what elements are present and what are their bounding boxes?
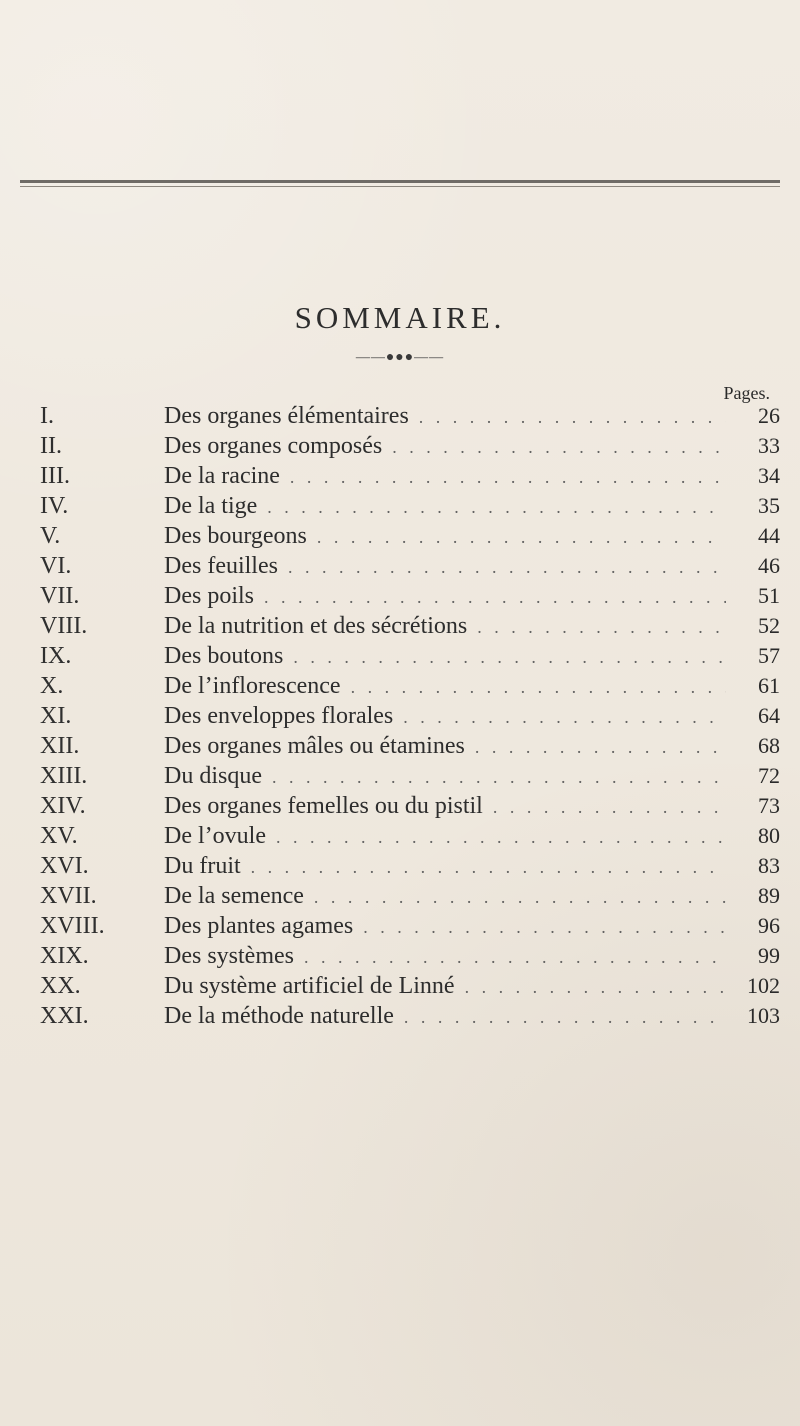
dot-leader — [304, 947, 726, 968]
page-number: 52 — [758, 613, 780, 638]
chapter-title: Du disque — [164, 763, 262, 789]
page-number: 35 — [758, 493, 780, 518]
toc-entry-10 — [40, 673, 780, 703]
chapter-title: Des poils — [164, 583, 254, 609]
pages-heading: Pages. — [723, 383, 770, 403]
toc-entry-4 — [40, 493, 780, 523]
dot-leader — [251, 857, 726, 878]
chapter-numeral: II. — [40, 433, 62, 459]
dot-leader — [288, 557, 726, 578]
chapter-numeral: XI. — [40, 703, 72, 729]
toc-entry-5 — [40, 523, 780, 553]
dot-leader — [272, 767, 726, 788]
page-number: 102 — [747, 973, 780, 998]
dot-leader — [475, 737, 726, 758]
toc-entry-13 — [40, 763, 780, 793]
chapter-title: Des organes élémentaires — [164, 403, 409, 429]
chapter-title: Des boutons — [164, 643, 284, 669]
page-number: 68 — [758, 733, 780, 758]
chapter-numeral: VII. — [40, 583, 80, 609]
chapter-title: Des feuilles — [164, 553, 278, 579]
chapter-title: Du système artificiel de Linné — [164, 973, 455, 999]
chapter-title: Des bourgeons — [164, 523, 307, 549]
dot-leader — [403, 707, 726, 728]
toc-entry-15 — [40, 823, 780, 853]
toc-entry-3 — [40, 463, 780, 493]
chapter-title: De la racine — [164, 463, 280, 489]
toc-entry-14 — [40, 793, 780, 823]
chapter-numeral: XIX. — [40, 943, 89, 969]
table-of-contents — [40, 403, 780, 1033]
chapter-title: Des organes femelles ou du pistil — [164, 793, 483, 819]
page-number: 51 — [758, 583, 780, 608]
toc-entry-17 — [40, 883, 780, 913]
dot-leader — [465, 977, 726, 998]
chapter-title: De la semence — [164, 883, 304, 909]
chapter-title: De la nutrition et des sécrétions — [164, 613, 468, 639]
toc-entry-9 — [40, 643, 780, 673]
dot-leader — [419, 407, 726, 428]
chapter-numeral: XIII. — [40, 763, 88, 789]
page-number: 99 — [758, 943, 780, 968]
chapter-title: Des systèmes — [164, 943, 294, 969]
dot-leader — [363, 917, 726, 938]
dot-leader — [392, 437, 726, 458]
chapter-numeral: III. — [40, 463, 70, 489]
chapter-title: Des enveloppes florales — [164, 703, 394, 729]
toc-entry-2 — [40, 433, 780, 463]
dot-leader — [293, 647, 726, 668]
page-number: 83 — [758, 853, 780, 878]
chapter-title: Des organes mâles ou étamines — [164, 733, 465, 759]
chapter-title: De la méthode naturelle — [164, 1003, 394, 1029]
page-number: 96 — [758, 913, 780, 938]
dot-leader — [290, 467, 726, 488]
chapter-numeral: XIV. — [40, 793, 86, 819]
chapter-numeral: V. — [40, 523, 61, 549]
chapter-numeral: VIII. — [40, 613, 88, 639]
chapter-numeral: XXI. — [40, 1003, 89, 1029]
toc-entry-21 — [40, 1003, 780, 1033]
chapter-title: Des organes composés — [164, 433, 383, 459]
toc-entry-11 — [40, 703, 780, 733]
toc-entry-18 — [40, 913, 780, 943]
dot-leader — [276, 827, 726, 848]
page-number: 34 — [758, 463, 780, 488]
chapter-numeral: XVIII. — [40, 913, 105, 939]
dot-leader — [314, 887, 726, 908]
chapter-title: De l’inflorescence — [164, 673, 341, 699]
page-number: 89 — [758, 883, 780, 908]
toc-entry-19 — [40, 943, 780, 973]
dot-leader — [267, 497, 726, 518]
chapter-numeral: IX. — [40, 643, 72, 669]
page-number: 80 — [758, 823, 780, 848]
toc-entry-12 — [40, 733, 780, 763]
chapter-title: Des plantes agames — [164, 913, 354, 939]
chapter-numeral: X. — [40, 673, 64, 699]
chapter-title: De l’ovule — [164, 823, 266, 849]
toc-entry-20 — [40, 973, 780, 1003]
page-number: 26 — [758, 403, 780, 428]
chapter-numeral: XVI. — [40, 853, 89, 879]
page-number: 33 — [758, 433, 780, 458]
top-rule — [20, 180, 780, 183]
dot-leader — [351, 677, 726, 698]
toc-entry-8 — [40, 613, 780, 643]
secondary-rule — [20, 186, 780, 187]
page-number: 61 — [758, 673, 780, 698]
dot-leader — [317, 527, 726, 548]
page-title: SOMMAIRE. — [294, 300, 506, 335]
ornament-divider: ——●●●—— — [355, 350, 445, 365]
page-number: 73 — [758, 793, 780, 818]
page-number: 57 — [758, 643, 780, 668]
chapter-title: De la tige — [164, 493, 258, 519]
dot-leader — [404, 1007, 726, 1028]
toc-entry-6 — [40, 553, 780, 583]
toc-entry-1 — [40, 403, 780, 433]
dot-leader — [477, 617, 726, 638]
chapter-numeral: VI. — [40, 553, 72, 579]
dot-leader — [493, 797, 726, 818]
chapter-title: Du fruit — [164, 853, 241, 879]
chapter-numeral: XVII. — [40, 883, 97, 909]
toc-entry-16 — [40, 853, 780, 883]
chapter-numeral: XV. — [40, 823, 78, 849]
page-number: 46 — [758, 553, 780, 578]
dot-leader — [264, 587, 726, 608]
page-number: 44 — [758, 523, 780, 548]
chapter-numeral: IV. — [40, 493, 69, 519]
page-number: 64 — [758, 703, 780, 728]
chapter-numeral: XII. — [40, 733, 80, 759]
toc-entry-7 — [40, 583, 780, 613]
page-number: 72 — [758, 763, 780, 788]
chapter-numeral: I. — [40, 403, 54, 429]
chapter-numeral: XX. — [40, 973, 81, 999]
page-number: 103 — [747, 1003, 780, 1028]
